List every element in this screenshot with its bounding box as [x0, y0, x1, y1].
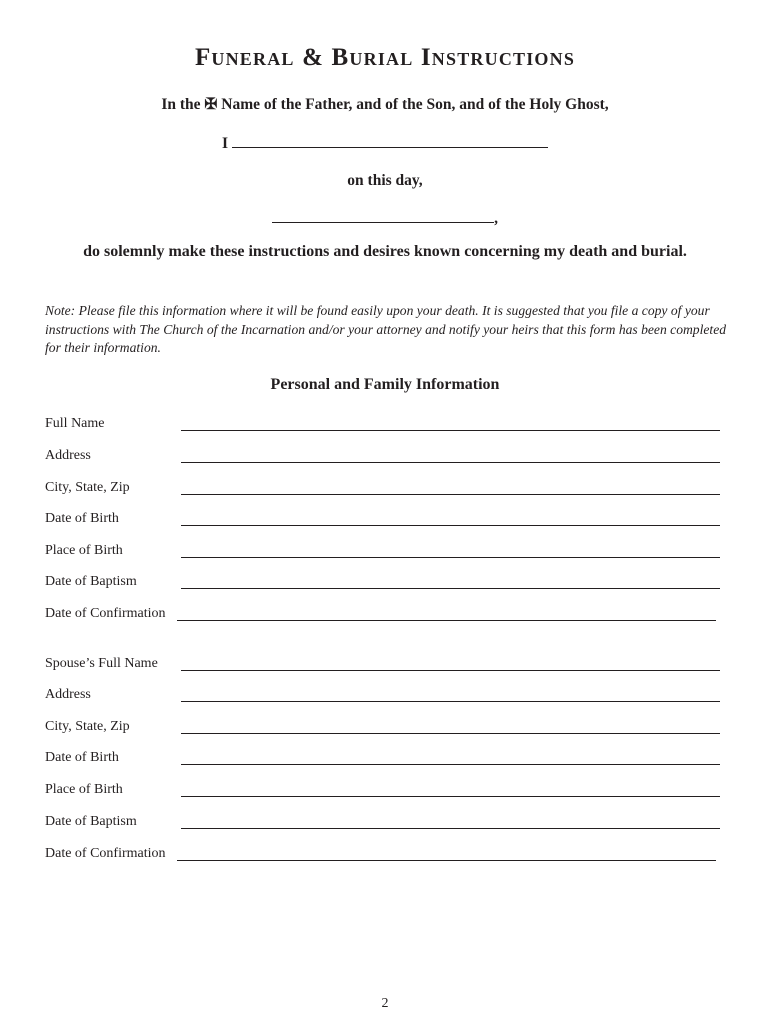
spouse-date-of-birth-input[interactable] [181, 764, 720, 765]
date-line [0, 208, 770, 228]
invocation-line [0, 95, 770, 114]
section-title: Personal and Family Information [270, 376, 500, 393]
field-spouse-place-of-birth [45, 782, 720, 802]
page-number: 2 [381, 996, 389, 1011]
field-label: Full Name [45, 416, 105, 431]
field-address [45, 448, 720, 468]
field-spouse-full-name [45, 656, 720, 676]
spouse-address-input[interactable] [181, 701, 720, 702]
city-state-zip-input[interactable] [181, 494, 720, 495]
field-label: Place of Birth [45, 543, 123, 558]
date-suffix: , [494, 210, 498, 227]
field-label: Date of Confirmation [45, 846, 166, 861]
field-label: City, State, Zip [45, 719, 130, 734]
field-label: Date of Baptism [45, 814, 137, 829]
field-spouse-date-of-baptism [45, 814, 720, 834]
field-label: Date of Baptism [45, 574, 137, 589]
invocation-after: Name of the Father, and of the Son, and of the Holy Ghost, [221, 96, 609, 113]
spouse-date-of-baptism-input[interactable] [181, 828, 720, 829]
date-of-confirmation-input[interactable] [177, 620, 716, 621]
invocation-before: In the [161, 96, 201, 113]
place-of-birth-input[interactable] [181, 557, 720, 558]
field-label: Address [45, 448, 91, 463]
cross-icon: ✠ [204, 96, 218, 113]
field-date-of-birth [45, 511, 720, 531]
field-spouse-date-of-birth [45, 750, 720, 770]
spouse-place-of-birth-input[interactable] [181, 796, 720, 797]
date-of-baptism-input[interactable] [181, 588, 720, 589]
field-label: Date of Birth [45, 511, 119, 526]
note-text: Note: Please file this information where it will be found easily upon your death. It is suggested that you file a copy of your instructions with The Church of the Incarnation and/or your attorney and notify your heirs that this form has been completed for their information. [45, 303, 727, 355]
field-date-of-baptism [45, 574, 720, 594]
name-line [0, 133, 770, 153]
date-intro: on this day, [347, 172, 423, 189]
field-label: Place of Birth [45, 782, 123, 797]
field-label: Date of Birth [45, 750, 119, 765]
field-spouse-city-state-zip [45, 719, 720, 739]
field-place-of-birth [45, 543, 720, 563]
declaration-text: do solemnly make these instructions and desires known concerning my death and burial. [83, 243, 687, 260]
field-full-name [45, 416, 720, 436]
field-date-of-confirmation [45, 606, 720, 626]
spouse-date-of-confirmation-input[interactable] [177, 860, 716, 861]
spouse-full-name-input[interactable] [181, 670, 720, 671]
field-city-state-zip [45, 480, 720, 500]
field-label: Date of Confirmation [45, 606, 166, 621]
field-spouse-date-of-confirmation [45, 846, 720, 866]
field-spouse-address [45, 687, 720, 707]
name-prefix: I [222, 135, 229, 152]
spouse-city-state-zip-input[interactable] [181, 733, 720, 734]
address-input[interactable] [181, 462, 720, 463]
date-of-birth-input[interactable] [181, 525, 720, 526]
page-title: Funeral & Burial Instructions [194, 44, 576, 71]
field-label: Spouse’s Full Name [45, 656, 158, 671]
field-label: City, State, Zip [45, 480, 130, 495]
full-name-input[interactable] [181, 430, 720, 431]
declarant-name-field[interactable] [232, 133, 548, 148]
field-label: Address [45, 687, 91, 702]
declaration-date-field[interactable] [272, 208, 494, 223]
